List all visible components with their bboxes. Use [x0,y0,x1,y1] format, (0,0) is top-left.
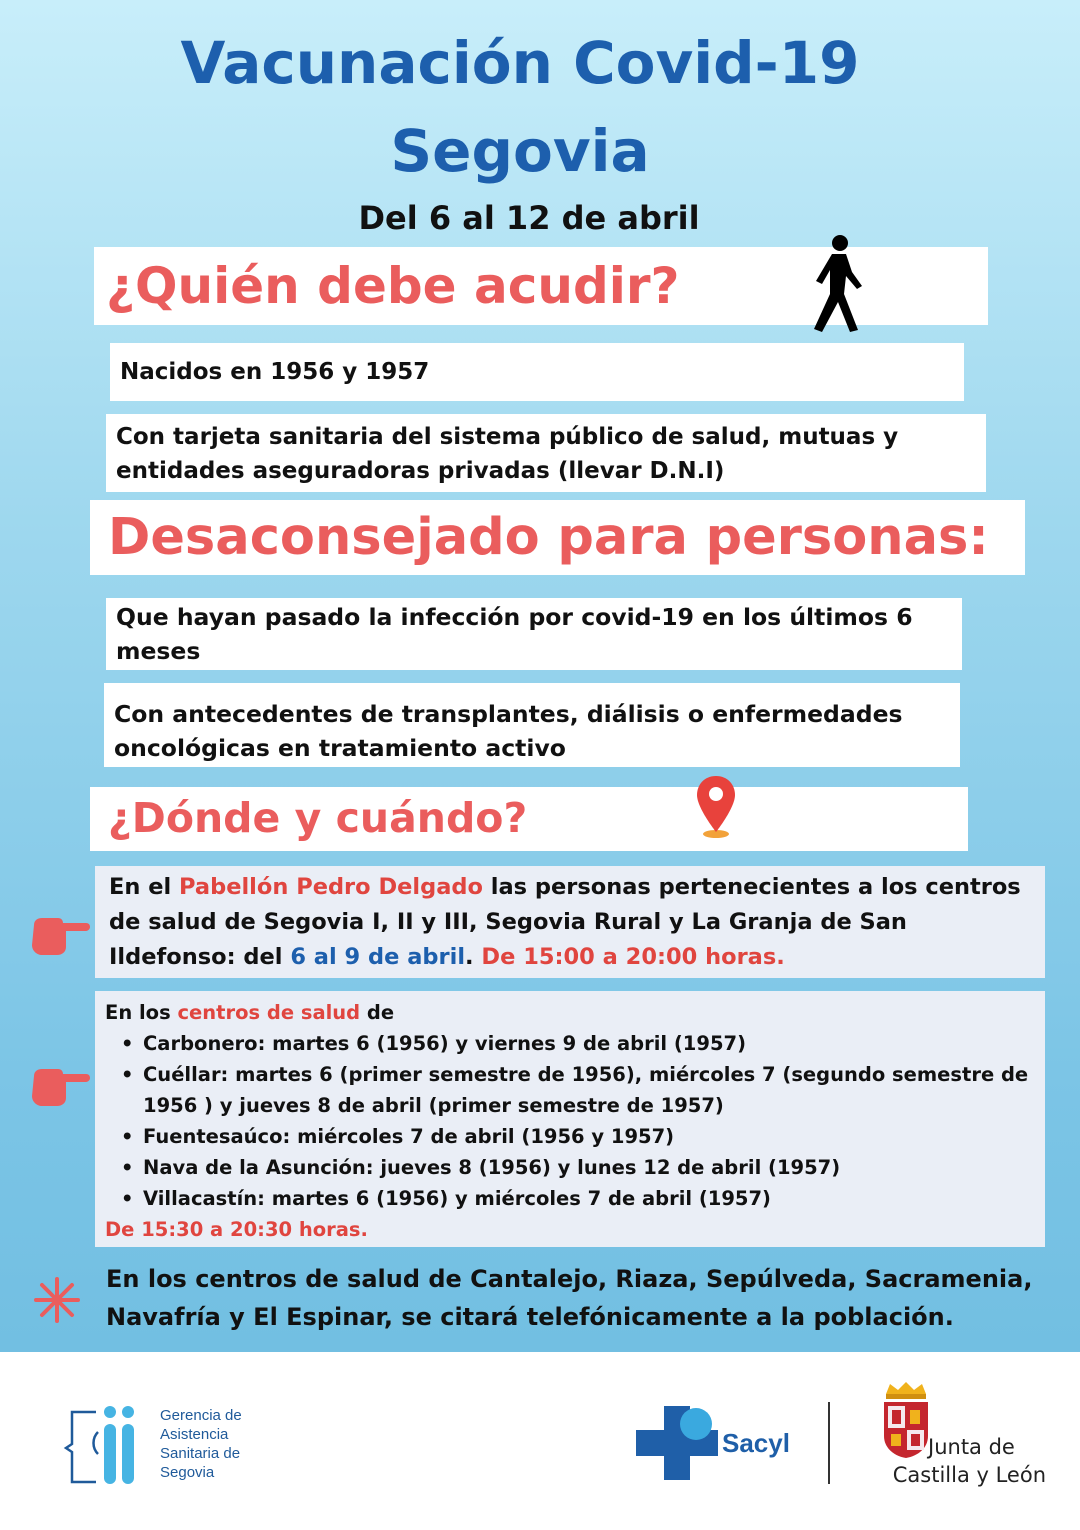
location-pin-icon [694,774,738,840]
title-line-2: Segovia [390,117,650,185]
logo-text-line: Segovia [160,1464,215,1481]
logo-divider [828,1402,830,1484]
centros-intro [105,997,1035,1028]
logo-text-line: Asistencia [160,1426,229,1443]
centros-info [95,991,1045,1247]
text: de [360,1001,395,1024]
text: En el [109,874,180,900]
date-range-highlight: 6 al 9 de abril [290,944,466,970]
sacyl-logo-icon [634,1400,720,1486]
logo-text-line: Castilla y León [892,1463,1046,1487]
hours-highlight: De 15:30 a 20:30 horas. [105,1218,368,1241]
list-item: • Fuentesaúco: miércoles 7 de abril (1956 y 1957) [143,1121,1035,1152]
pointing-hand-icon [28,1064,90,1108]
list-item: Con antecedentes de transplantes, diálisis o enfermedades oncológicas en tratamiento activo [104,683,960,767]
heading-text: Desaconsejado para personas: [108,508,989,567]
list-item: Que hayan pasado la infección por covid-19 en los últimos 6 meses [106,598,962,670]
hours-highlight: De 15:00 a 20:00 horas. [481,944,785,970]
heading-text: ¿Quién debe acudir? [106,257,680,315]
heading-text: ¿Dónde y cuándo? [108,794,528,842]
walking-person-icon [808,234,868,334]
phone-appointment-note: En los centros de salud de Cantalejo, Riaza, Sepúlveda, Sacramenia, Navafría y El Espinar, se citará telefónicamente a la población. [106,1265,1033,1331]
pabellon-info [95,866,1045,978]
pointing-hand-icon [28,913,90,957]
list-item: • Nava de la Asunción: jueves 8 (1956) y lunes 12 de abril (1957) [143,1152,1035,1183]
list-item: Nacidos en 1956 y 1957 [110,343,964,401]
centros-list [105,1028,1035,1214]
logo-text-line: Gerencia de [160,1407,242,1424]
asterisk-icon [33,1276,81,1324]
logo-text-line: Junta de [928,1435,1015,1459]
section-heading-desaconsejado [90,500,1025,575]
title-line-1: Vacunación Covid-19 [180,29,860,97]
text: En los [105,1001,178,1024]
junta-logo-text [868,1433,1046,1489]
list-item: • Villacastín: martes 6 (1956) y miércoles 7 de abril (1957) [143,1183,1035,1214]
gerencia-logo-icon [62,1402,154,1492]
place-name: Pabellón Pedro Delgado [179,874,483,900]
gerencia-logo-text [160,1406,242,1482]
list-item: • Carbonero: martes 6 (1956) y viernes 9 de abril (1957) [143,1028,1035,1059]
list-item: • Cuéllar: martes 6 (primer semestre de 1956), miércoles 7 (segundo semestre de 1956 ) y jueves 8 de abril (primer semestre de 1957) [143,1059,1035,1121]
logo-text-line: Sanitaria de [160,1445,241,1462]
highlight: centros de salud [177,1001,361,1024]
sacyl-logo-text: Sacyl [722,1428,790,1458]
list-item: Con tarjeta sanitaria del sistema público de salud, mutuas y entidades aseguradoras privadas (llevar D.N.I) [106,414,986,492]
date-range: Del 6 al 12 de abril [358,199,700,237]
section-heading-donde [90,787,968,851]
text: las personas pertenecientes a los centros de salud de Segovia I, II y III, Segovia Rural y La Granja de San Ildefonso: del [109,874,1021,970]
text: . [465,944,482,970]
